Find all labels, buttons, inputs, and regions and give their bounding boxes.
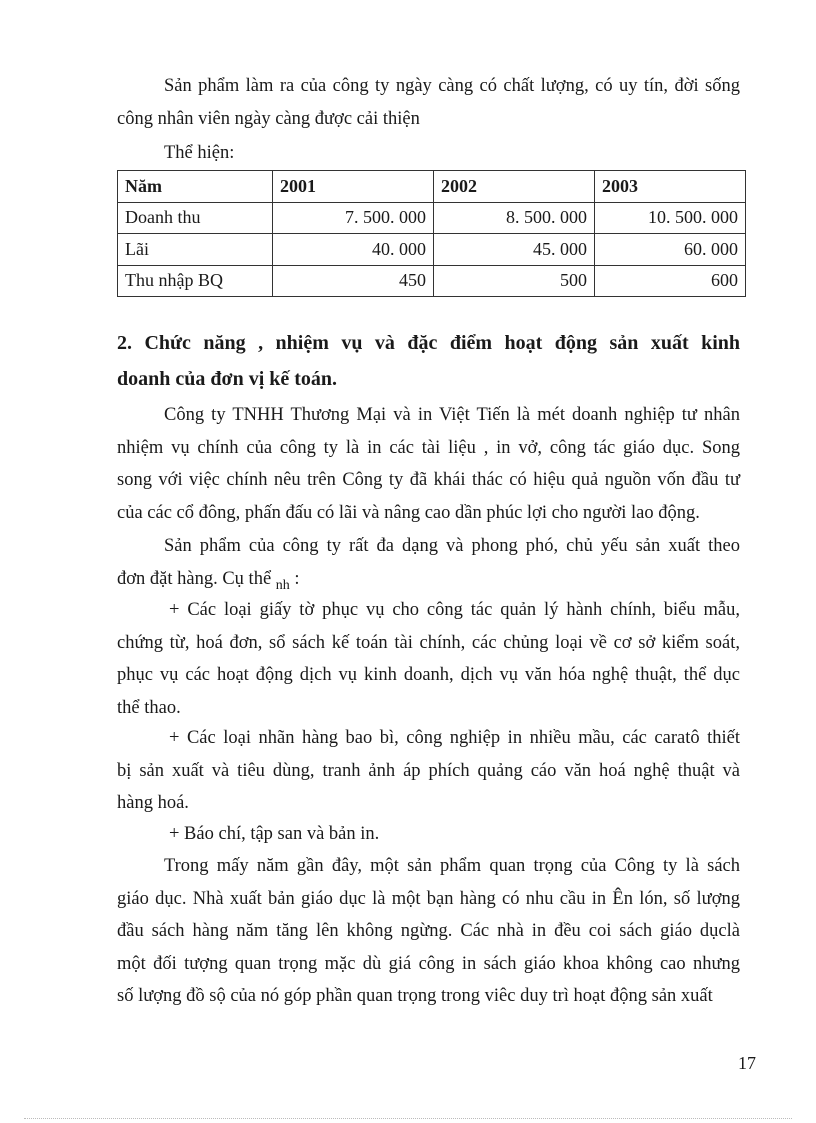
text-line: phục vụ các hoạt động dịch vụ kinh doanh, dịch vụ văn hóa nghệ thuật, thể dục [117, 665, 740, 686]
text-line: song với việc chính nêu trên Công ty đã khái thác có hiệu quả nguồn vốn đầu tư [117, 470, 740, 491]
text-line: chứng từ, hoá đơn, sổ sách kế toán tài chính, các chủng loại về cơ sở kiểm soát, [117, 632, 740, 653]
table-cell: 7. 500. 000 [273, 202, 434, 234]
text-line: giáo dục. Nhà xuất bản giáo dục là một bạn hàng có nhu cầu in Ên lón, số lượng [117, 888, 740, 909]
table-cell: 450 [273, 265, 434, 297]
table-cell: 8. 500. 000 [434, 202, 595, 234]
text-line: bị sản xuất và tiêu dùng, tranh ảnh áp phích quảng cáo văn hoá nghệ thuật và [117, 760, 740, 781]
heading-line: doanh của đơn vị kế toán. [117, 368, 338, 390]
page-number: 17 [738, 1053, 756, 1073]
bullet-packaging [117, 722, 740, 820]
text-line: + Báo chí, tập san và bản in. [169, 824, 380, 844]
table-row [118, 265, 746, 297]
intro-paragraph [117, 70, 740, 135]
table-cell: 40. 000 [273, 234, 434, 266]
table-header-cell: 2001 [273, 171, 434, 203]
table-header-cell: 2002 [434, 171, 595, 203]
table-cell: Doanh thu [118, 202, 273, 234]
table-header-row [118, 171, 746, 203]
table-cell: 500 [434, 265, 595, 297]
text-line: công nhân viên ngày càng được cải thiện [117, 108, 420, 129]
text-fragment: nh [275, 577, 290, 593]
section-heading [117, 325, 740, 397]
paragraph-education [117, 850, 740, 1013]
heading-line: 2. Chức năng , nhiệm vụ và đặc điểm hoạt động sản xuất kinh [117, 332, 740, 354]
text-line: một đối tượng quan trọng mặc dù giá công in sách giáo khoa không cao nhưng [117, 953, 740, 974]
table-cell: 10. 500. 000 [595, 202, 746, 234]
text-line: Công ty TNHH Thương Mại và in Việt Tiến là mét doanh nghiệp tư nhân [164, 405, 740, 425]
text-fragment: đơn đặt hàng. Cụ thể [117, 568, 276, 589]
text-line: đầu sách hàng năm tăng lên không ngừng. Các nhà in đều coi sách giáo dụclà [117, 921, 740, 942]
text-line: số lượng đồ sộ của nó góp phần quan trọng trong viêc duy trì hoạt động sản xuất [117, 986, 713, 1007]
table-row [118, 234, 746, 266]
text-line: + Các loại giấy tờ phục vụ cho công tác quản lý hành chính, biểu mẫu, [169, 600, 740, 620]
table-cell: 600 [595, 265, 746, 297]
bullet-paperwork [117, 594, 740, 724]
table-cell: Thu nhập BQ [118, 265, 273, 297]
text-line: Trong mấy năm gần đây, một sản phẩm quan trọng của Công ty là sách [164, 856, 740, 876]
table-cell: Lãi [118, 234, 273, 266]
text-line: thể thao. [117, 697, 181, 718]
text-line: Sản phẩm làm ra của công ty ngày càng có chất lượng, có uy tín, đời sống [164, 76, 740, 96]
page-bottom-divider [24, 1118, 792, 1119]
table-label: Thể hiện: [164, 143, 235, 163]
text-line: Sản phẩm của công ty rất đa dạng và phong phó, chủ yếu sản xuất theo [164, 536, 740, 556]
paragraph-company [117, 399, 740, 529]
text-line: + Các loại nhãn hàng bao bì, công nghiệp in nhiều mầu, các caratô thiết [169, 728, 740, 748]
table-cell: 45. 000 [434, 234, 595, 266]
table-header-cell: 2003 [595, 171, 746, 203]
table-cell: 60. 000 [595, 234, 746, 266]
table-row [118, 202, 746, 234]
text-line: nhiệm vụ chính của công ty là in các tài liệu , in vở, công tác giáo dục. Song [117, 437, 740, 458]
text-fragment: : [289, 568, 300, 589]
table-header-cell: Năm [118, 171, 273, 203]
bullet-press [117, 818, 740, 851]
text-line: hàng hoá. [117, 793, 189, 814]
data-table [117, 170, 746, 297]
text-line [117, 563, 740, 598]
paragraph-products [117, 530, 740, 597]
text-line: của các cổ đông, phấn đấu có lãi và nâng cao dần phúc lợi cho người lao động. [117, 502, 700, 523]
